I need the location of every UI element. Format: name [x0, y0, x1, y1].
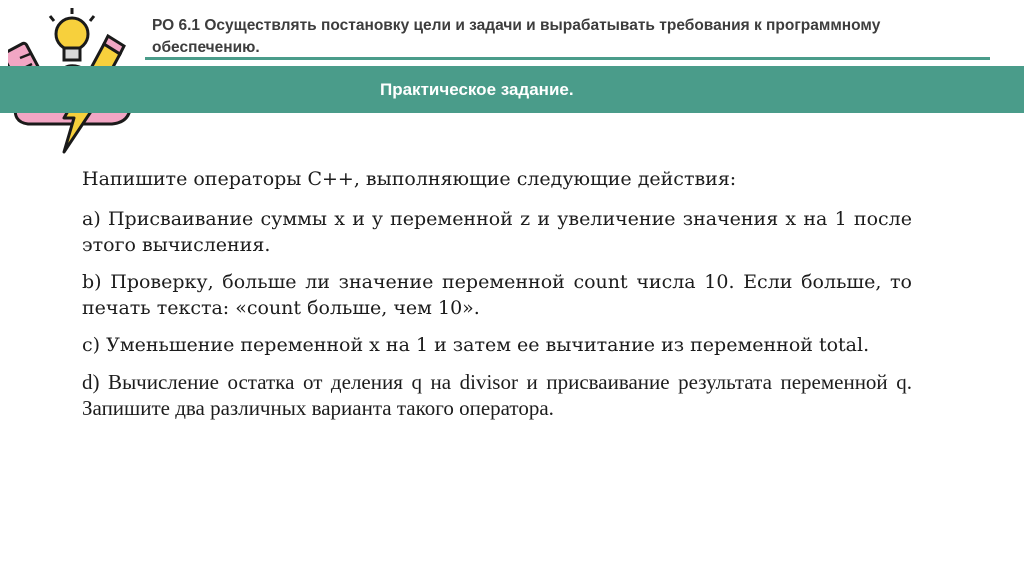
task-item-c: c) Уменьшение переменной x на 1 и затем ее вычитание из переменной total. [82, 334, 870, 356]
task-text [82, 166, 912, 432]
task-item-d: d) Вычисление остатка от деления q на divisor и присваивание результата переменной q. Запишите два различных варианта такого оператора. [82, 370, 912, 420]
title-underline [145, 57, 990, 60]
page-title: РО 6.1 Осуществлять постановку цели и задачи и вырабатывать требования к программному обеспечению. [152, 17, 881, 56]
task-item-b: b) Проверку, больше ли значение переменной count числа 10. Если больше, то печать текста: «count больше, чем 10». [82, 271, 912, 319]
section-title: Практическое задание. [380, 80, 574, 99]
task-intro: Напишите операторы C++, выполняющие следующие действия: [82, 168, 737, 190]
lightbulb-icon [50, 8, 94, 60]
task-item-a: a) Присваивание суммы x и y переменной z и увеличение значения x на 1 после этого вычисления. [82, 208, 912, 256]
